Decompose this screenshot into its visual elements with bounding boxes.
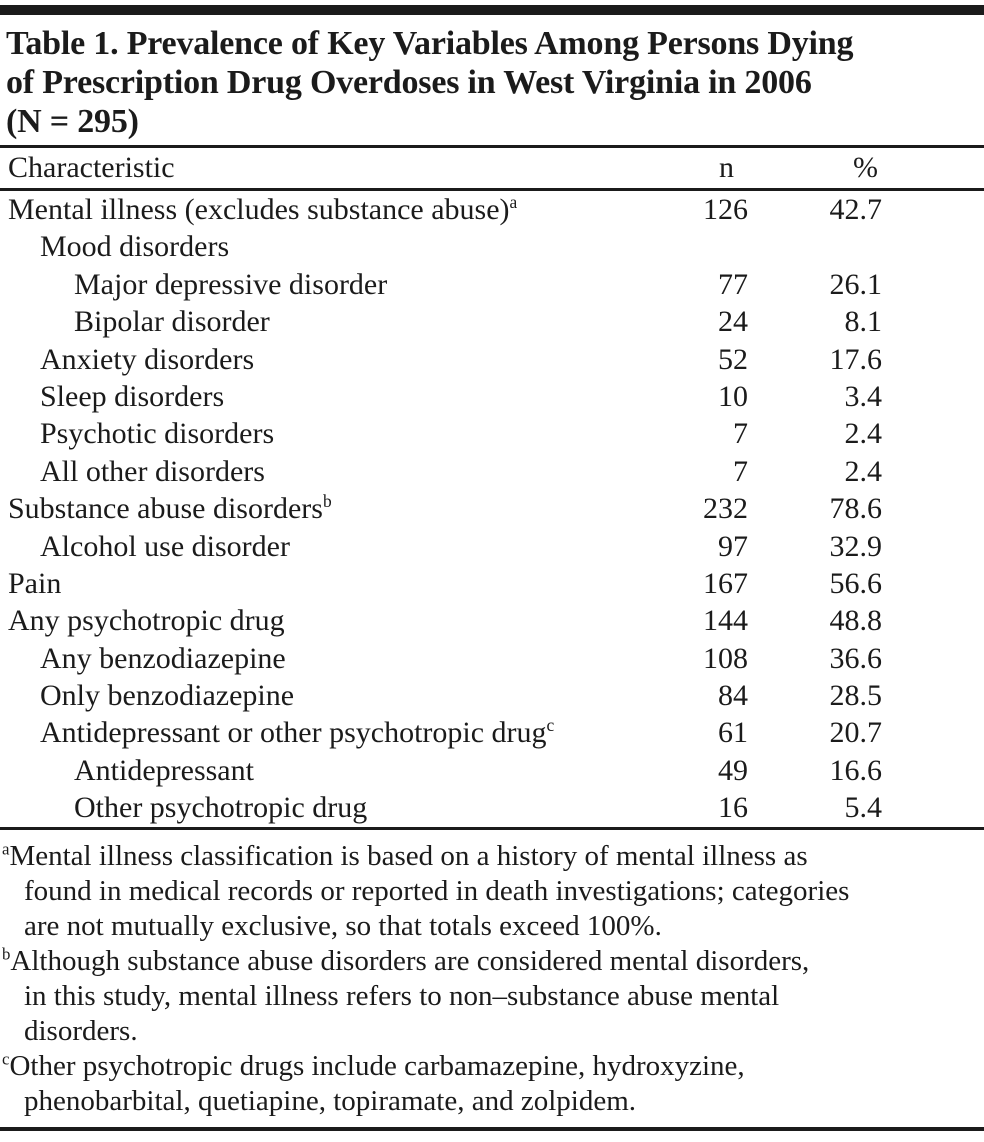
row-n-value: 61: [718, 716, 748, 750]
table-row: [0, 453, 984, 490]
row-n-value: 126: [703, 193, 748, 226]
row-n-value: 77: [718, 267, 748, 301]
table-row: [0, 415, 984, 452]
row-spacer: [882, 228, 984, 265]
footnote-marker: a: [2, 838, 10, 858]
row-label: Anxiety disorders: [40, 342, 255, 376]
row-spacer: [882, 640, 984, 677]
table-row: [0, 677, 984, 714]
table-row: [0, 490, 984, 527]
row-spacer: [882, 602, 984, 639]
table-row: [0, 752, 984, 789]
row-label: Antidepressant: [74, 753, 254, 787]
row-spacer: [882, 303, 984, 340]
row-spacer: [882, 565, 984, 602]
row-spacer: [882, 341, 984, 378]
footnote-line: disorders.: [24, 1014, 138, 1047]
row-percent-value: 78.6: [829, 492, 882, 526]
row-percent-value: 8.1: [844, 305, 882, 339]
footnote-line: found in medical records or reported in death investigations; categories: [24, 874, 850, 907]
row-n-value: 97: [718, 529, 748, 563]
footnote-line: in this study, mental illness refers to non–substance abuse mental: [24, 979, 780, 1012]
footnote-line: $^a$Mental illness classification is based on a history of mental illness as: [2, 838, 808, 872]
col-header-percent: %: [853, 151, 878, 184]
row-percent-value: 36.6: [829, 641, 882, 675]
footnote-marker: b: [322, 491, 332, 512]
footnote: [2, 839, 984, 944]
bottom-rule: [0, 1127, 984, 1131]
row-label: Only benzodiazepine: [40, 679, 295, 713]
table-row: [0, 266, 984, 303]
row-n-value: 108: [703, 641, 748, 675]
row-percent-value: 16.6: [829, 753, 882, 787]
col-header-n: n: [719, 151, 734, 184]
footnote-line: $^b$Although substance abuse disorders are considered mental disorders,: [2, 943, 810, 977]
footnotes: [0, 830, 984, 1125]
row-label: Other psychotropic drug: [74, 791, 368, 825]
row-n-value: 52: [718, 342, 748, 376]
table-row: [0, 565, 984, 602]
col-header-characteristic: Characteristic: [8, 151, 175, 184]
row-spacer: [882, 378, 984, 415]
table-row: [0, 378, 984, 415]
table-row: [0, 191, 984, 228]
row-percent-value: 32.9: [829, 529, 882, 563]
row-spacer: [882, 789, 984, 826]
row-spacer: [882, 752, 984, 789]
row-percent-value: 56.6: [829, 566, 882, 600]
footnote-line: phenobarbital, quetiapine, topiramate, and zolpidem.: [24, 1084, 637, 1117]
top-rule: [0, 5, 984, 15]
row-percent-value: 17.6: [829, 342, 882, 376]
footnote: [2, 1049, 984, 1119]
footnote-line: $^c$Other psychotropic drugs include carbamazepine, hydroxyzine,: [2, 1048, 745, 1082]
footnote-marker: c: [2, 1048, 10, 1068]
row-n-value: 24: [718, 305, 748, 339]
row-label: Psychotic disorders: [40, 417, 275, 451]
row-label: Sleep disorders: [40, 379, 225, 413]
row-spacer: [882, 714, 984, 751]
row-spacer: [882, 528, 984, 565]
row-n-value: 10: [718, 379, 748, 413]
table-row: [0, 602, 984, 639]
table-title-line1: Table 1. Prevalence of Key Variables Among Persons Dying: [6, 25, 854, 62]
row-percent-value: 20.7: [829, 716, 882, 750]
row-spacer: [882, 677, 984, 714]
row-percent-value: 26.1: [829, 267, 882, 301]
row-percent-value: 5.4: [844, 791, 882, 825]
table-row: [0, 303, 984, 340]
row-n-value: 144: [703, 604, 748, 638]
row-spacer: [882, 266, 984, 303]
table-row: [0, 341, 984, 378]
row-n-value: 232: [703, 492, 748, 526]
row-n-value: 16: [718, 791, 748, 825]
row-spacer: [882, 490, 984, 527]
row-percent-value: 3.4: [844, 379, 882, 413]
table-row: [0, 528, 984, 565]
row-label: Any psychotropic drug: [8, 604, 285, 638]
row-spacer: [882, 415, 984, 452]
row-n-value: 7: [733, 417, 748, 451]
row-percent-value: 2.4: [844, 417, 882, 451]
row-label: Bipolar disorder: [74, 305, 270, 339]
table-title-line2: of Prescription Drug Overdoses in West Virginia in 2006: [6, 64, 812, 101]
row-percent-value: 2.4: [844, 454, 882, 488]
row-n-value: 49: [718, 753, 748, 787]
row-n-value: 167: [703, 566, 748, 600]
row-n-value: 7: [733, 454, 748, 488]
row-spacer: [882, 191, 984, 228]
table-row: [0, 228, 984, 265]
row-percent-value: 42.7: [829, 193, 882, 226]
header-row: [0, 148, 984, 188]
row-percent-value: 48.8: [829, 604, 882, 638]
row-label: Substance abuse disorders$^b$: [8, 491, 332, 526]
footnote-marker: b: [2, 943, 11, 963]
table-row: [0, 714, 984, 751]
row-label: Mood disorders: [40, 230, 230, 264]
footnote: [2, 944, 984, 1049]
footnote-marker: c: [546, 715, 555, 736]
row-label: All other disorders: [40, 454, 265, 488]
table-body: [0, 191, 984, 827]
header-spacer: [882, 148, 984, 188]
table-title-line3: (N = 295): [6, 103, 139, 140]
table-row: [0, 789, 984, 826]
row-label: Pain: [8, 566, 62, 600]
footnote-line: are not mutually exclusive, so that totals exceed 100%.: [24, 909, 662, 942]
row-label: Mental illness (excludes substance abuse)$^a$: [8, 192, 518, 226]
row-spacer: [882, 453, 984, 490]
row-n-value: [638, 228, 748, 265]
row-n-value: 84: [718, 679, 748, 713]
row-label: Any benzodiazepine: [40, 641, 286, 675]
row-percent-value: [748, 228, 882, 265]
row-label: Alcohol use disorder: [40, 529, 290, 563]
row-label: Antidepressant or other psychotropic drug$^c$: [40, 715, 555, 750]
row-percent-value: 28.5: [829, 679, 882, 713]
footnote-marker: a: [509, 192, 518, 212]
table-row: [0, 640, 984, 677]
row-label: Major depressive disorder: [74, 267, 388, 301]
table-title: [0, 15, 984, 145]
